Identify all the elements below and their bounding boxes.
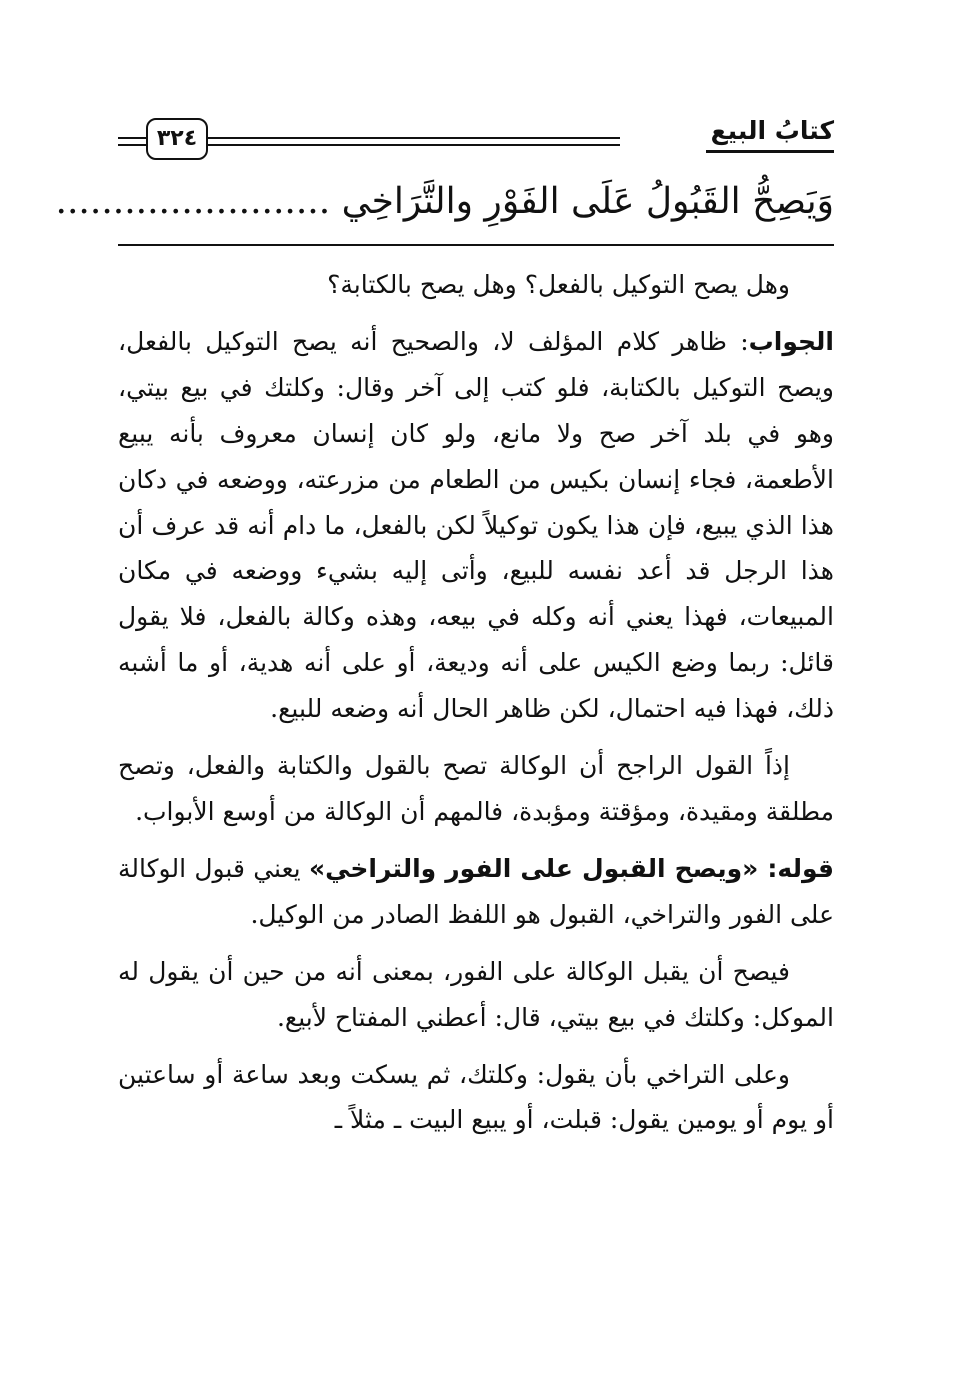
- answer-label: الجواب: [748, 326, 834, 356]
- paragraph-quote: [118, 846, 834, 938]
- page-number: ٣٢٤: [146, 118, 208, 160]
- matn-dots: ........................: [55, 181, 331, 222]
- matn-separator-rule: [118, 244, 834, 246]
- paragraph-delayed: وعلى التراخي بأن يقول: وكلتك، ثم يسكت وبعد ساعة أو ساعتين أو يوم أو يومين يقول: قبلت، أو يبيع البيت ـ مثلاً ـ: [118, 1059, 834, 1135]
- answer-text: : ظاهر كلام المؤلف لا، والصحيح أنه يصح التوكيل بالفعل، ويصح التوكيل بالكتابة، فلو كتب إلى آخر وقال: وكلتك في بيع بيتي، وهو في بلد آخر صح ولا مانع، ولو كان إنسان معروف بأنه يبيع الأطعمة، فجاء إنسان بكيس من الطعام من مزرعته، ووضعه في دكان هذا الذي يبيع، فإن هذا يكون توكيلاً لكن بالفعل، ما دام أنه قد عرف أن هذا الرجل قد أعد نفسه للبيع، وأتى إليه بشيء ووضعه في مكان المبيعات، فهذا يعني أنه وكله في بيعه، وهذه وكالة بالفعل، فلا يقول قائل: ربما وضع الكيس على أنه وديعة، أو على أنه هدية، أو ما أشبه ذلك، فهذا فيه احتمال، لكن ظاهر الحال أنه وضعه للبيع.: [118, 326, 834, 724]
- paragraph-answer: [118, 319, 834, 732]
- paragraph-conclusion: إذاً القول الراجح أن الوكالة تصح بالقول والكتابة والفعل، وتصح مطلقة ومقيدة، ومؤقتة ومؤبدة، فالمهم أن الوكالة من أوسع الأبواب.: [118, 751, 834, 826]
- matn-text: وَيَصِحُّ القَبُولُ عَلَى الفَوْرِ والتَّرَاخِي: [341, 181, 834, 222]
- book-title: كتابُ البيع: [710, 116, 834, 145]
- paragraph-immediate: فيصح أن يقبل الوكالة على الفور، بمعنى أنه من حين أن يقول له الموكل: وكلتك في بيع بيتي، قال: أعطني المفتاح لأبيع.: [118, 956, 834, 1032]
- paragraph-question: وهل يصح التوكيل بالفعل؟ وهل يصح بالكتابة؟: [327, 270, 790, 299]
- book-title-underline: [706, 150, 834, 153]
- running-header: [118, 112, 834, 162]
- quote-label: قوله: «ويصح القبول على الفور والتراخي»: [308, 853, 834, 883]
- quote-text: يعني قبول الوكالة على الفور والتراخي، القبول هو اللفظ الصادر من الوكيل.: [118, 853, 834, 929]
- matn-line: [55, 172, 834, 232]
- commentary-body: [118, 262, 834, 1154]
